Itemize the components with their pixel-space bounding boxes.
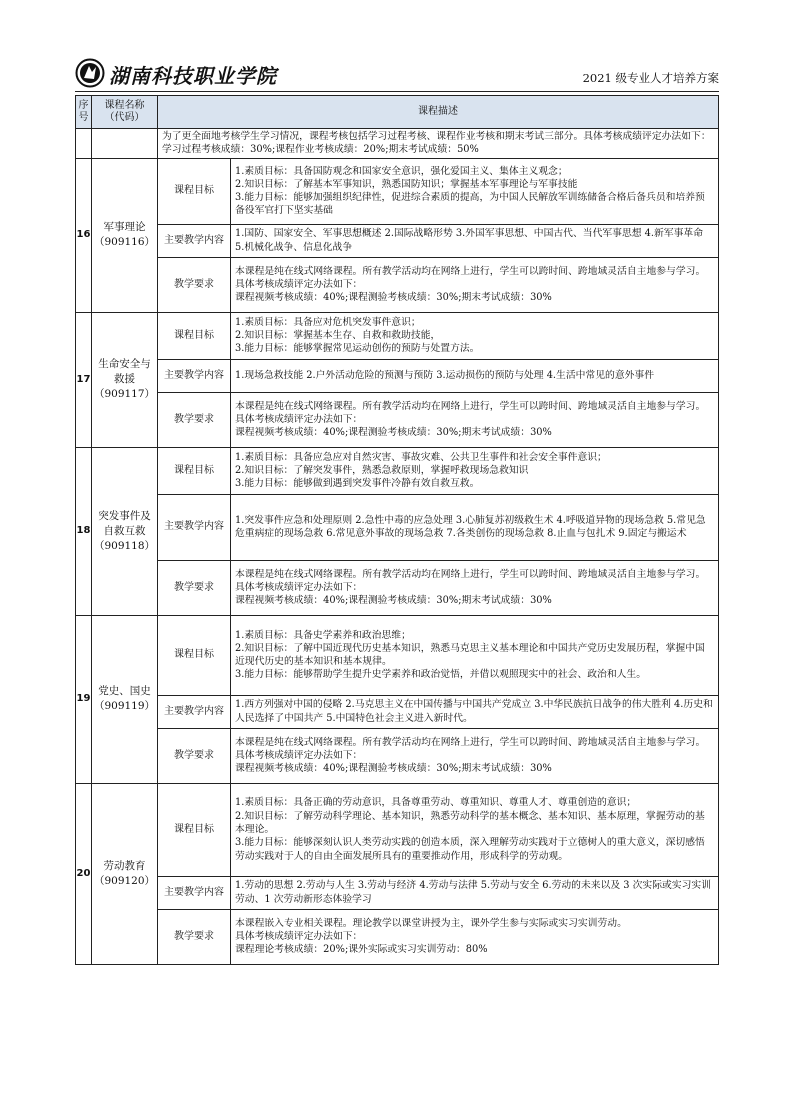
description-line: 本课程是纯在线式网络课程。所有教学活动均在网络上进行，学生可以跨时间、跨地域灵活自主地参与学习。 — [235, 736, 706, 748]
header-description: 课程描述 — [158, 96, 719, 129]
row-label: 主要教学内容 — [158, 359, 231, 392]
course-name-cell — [92, 312, 158, 447]
table-row — [76, 359, 719, 392]
course-name-cell — [92, 158, 158, 312]
description-line: 1.现场急救技能 2.户外活动危险的预测与预防 3.运动损伤的预防与处理 4.生活中常见的意外事件 — [235, 369, 655, 381]
table-row — [76, 312, 719, 359]
description-line: 1.素质目标：具备应对危机突发事件意识； — [235, 316, 421, 328]
description-line: 1.素质目标：具备应急应对自然灾害、事故灾难、公共卫生事件和社会安全事件意识； — [235, 451, 607, 463]
prev-desc-line: 为了更全面地考核学生学习情况，课程考核包括学习过程考核、课程作业考核和期末考试三部分。具体考核成绩评定办法如下： — [162, 131, 711, 142]
description-line: 2.知识目标：掌握基本生存、自救和救助技能， — [235, 329, 441, 341]
row-description — [231, 312, 719, 359]
course-name-cell — [92, 615, 158, 783]
description-line: 2.知识目标：了解劳动科学理论、基本知识，熟悉劳动科学的基本概念、基本知识、基本原理，掌握劳动的基本理论。 — [235, 810, 705, 835]
course-code: （909120） — [93, 874, 156, 887]
course-index: 19 — [76, 615, 92, 783]
row-description — [231, 392, 719, 447]
course-table — [75, 95, 719, 965]
description-line: 3.能力目标：能够深刻认识人类劳动实践的创造本质，深入理解劳动实践对于立德树人的重大意义，深切感悟劳动实践对于人的自由全面发展所具有的重要推动作用，形成科学的劳动观。 — [235, 837, 705, 862]
description-line: 3.能力目标：能够加强组织纪律性，促进综合素质的提高，为中国人民解放军训练储备合格后备兵员和培养预备役军官打下坚实基础 — [235, 192, 705, 217]
description-line: 1.素质目标：具备史学素养和政治思维； — [235, 629, 411, 641]
course-name: 党史、国史 — [98, 685, 151, 698]
course-code: （909119） — [93, 700, 156, 713]
row-label: 主要教学内容 — [158, 224, 231, 257]
description-line: 课程视频考核成绩：40%;课程测验考核成绩：30%;期末考试成绩：30% — [235, 595, 552, 607]
description-line: 本课程是纯在线式网络课程。所有教学活动均在网络上进行，学生可以跨时间、跨地域灵活自主地参与学习。 — [235, 265, 706, 277]
prev-description-cell — [158, 129, 719, 159]
description-line: 本课程是纯在线式网络课程。所有教学活动均在网络上进行，学生可以跨时间、跨地域灵活自主地参与学习。 — [235, 400, 706, 412]
table-row — [76, 876, 719, 909]
description-line: 具体考核成绩评定办法如下： — [235, 413, 363, 425]
table-row — [76, 695, 719, 728]
prev-index-cell — [76, 129, 92, 159]
header-course: 课程名称（代码） — [92, 96, 158, 129]
row-description — [231, 359, 719, 392]
row-description — [231, 560, 719, 615]
description-line: 本课程嵌入专业相关课程。理论教学以课堂讲授为主，课外学生参与实际或实习实训劳动。 — [235, 917, 627, 929]
table-row — [76, 909, 719, 964]
description-line: 本课程是纯在线式网络课程。所有教学活动均在网络上进行，学生可以跨时间、跨地域灵活自主地参与学习。 — [235, 568, 706, 580]
table-row — [76, 257, 719, 312]
course-code: （909118） — [93, 539, 156, 552]
description-line: 课程视频考核成绩：40%;课程测验考核成绩：30%;期末考试成绩：30% — [235, 292, 552, 304]
description-line: 1.劳动的思想 2.劳动与人生 3.劳动与经济 4.劳动与法律 5.劳动与安全 6.劳动的未来以及 3 次实际或实习实训劳动、1 次劳动新形态体验学习 — [235, 880, 711, 905]
row-description — [231, 494, 719, 560]
course-name-cell — [92, 783, 158, 964]
school-name: 湖南科技职业学院 — [109, 64, 277, 88]
row-description — [231, 257, 719, 312]
row-label: 课程目标 — [158, 783, 231, 876]
row-label: 教学要求 — [158, 728, 231, 783]
description-line: 3.能力目标：能够掌握常见运动创伤的预防与处置方法。 — [235, 343, 480, 355]
row-label: 教学要求 — [158, 392, 231, 447]
description-line: 2.知识目标：了解基本军事知识，熟悉国防知识；掌握基本军事理论与军事技能 — [235, 178, 578, 190]
table-row — [76, 129, 719, 159]
row-label: 教学要求 — [158, 909, 231, 964]
description-line: 2.知识目标：了解中国近现代历史基本知识，熟悉马克思主义基本理论和中国共产党历史发展历程，掌握中国近现代历史的基本知识和基本规律。 — [235, 642, 705, 668]
course-name: 突发事件及自救互救 — [98, 509, 151, 537]
row-description — [231, 909, 719, 964]
description-line: 具体考核成绩评定办法如下： — [235, 930, 363, 942]
description-line: 1.西方列强对中国的侵略 2.马克思主义在中国传播与中国共产党成立 3.中华民族抗日战争的伟大胜利 4.历史和人民选择了中国共产 5.中国特色社会主义进入新时代。 — [235, 699, 713, 724]
header-rule — [75, 91, 719, 92]
course-index: 20 — [76, 783, 92, 964]
description-line: 具体考核成绩评定办法如下： — [235, 278, 363, 290]
description-line: 1.素质目标：具备正确的劳动意识，具备尊重劳动、尊重知识、尊重人才、尊重创造的意识； — [235, 797, 637, 809]
course-name: 劳动教育 — [103, 859, 146, 872]
description-line: 具体考核成绩评定办法如下： — [235, 581, 363, 593]
course-code: （909116） — [93, 236, 156, 249]
description-line: 具体考核成绩评定办法如下： — [235, 749, 363, 761]
row-label: 课程目标 — [158, 615, 231, 695]
table-row — [76, 728, 719, 783]
row-label: 教学要求 — [158, 560, 231, 615]
description-line: 2.知识目标：了解突发事件，熟悉急救原则，掌握呼救现场急救知识 — [235, 464, 529, 476]
row-label: 课程目标 — [158, 158, 231, 224]
prev-name-cell — [92, 129, 158, 159]
table-row — [76, 615, 719, 695]
course-index: 18 — [76, 447, 92, 615]
row-label: 主要教学内容 — [158, 695, 231, 728]
description-line: 1.突发事件应急和处理原则 2.急性中毒的应急处理 3.心肺复苏初级救生术 4.呼吸道异物的现场急救 5.常见急危重病症的现场急救 6.常见意外事故的现场急救 7.各类创伤的现场急救 8.止血与包扎术 9.固定与搬运术 — [235, 514, 706, 540]
table-header-row — [76, 96, 719, 129]
table-row — [76, 158, 719, 224]
row-label: 主要教学内容 — [158, 876, 231, 909]
row-description — [231, 158, 719, 224]
page-header — [75, 58, 719, 90]
description-line: 3.能力目标：能够帮助学生提升史学素养和政治觉悟，并借以观照现实中的社会、政治和人生。 — [235, 669, 647, 681]
course-index: 17 — [76, 312, 92, 447]
course-name: 生命安全与救援 — [98, 358, 151, 386]
course-name: 军事理论 — [103, 221, 146, 234]
description-line: 课程理论考核成绩：20%;课外实际或实习实训劳动：80% — [235, 944, 488, 956]
course-code: （909117） — [93, 388, 156, 401]
description-line: 1.国防、国家安全、军事思想概述 2.国际战略形势 3.外国军事思想、中国古代、当代军事思想 4.新军事革命 5.机械化战争、信息化战争 — [235, 228, 703, 253]
row-label: 课程目标 — [158, 447, 231, 494]
row-description — [231, 783, 719, 876]
course-index: 16 — [76, 158, 92, 312]
course-name-cell — [92, 447, 158, 615]
row-description — [231, 224, 719, 257]
prev-desc-line: 学习过程考核成绩：30%;课程作业考核成绩：20%;期末考试成绩：50% — [162, 144, 479, 156]
plan-title: 2021 级专业人才培养方案 — [582, 71, 719, 85]
header-index: 序号 — [76, 96, 92, 129]
table-row — [76, 783, 719, 876]
row-label: 课程目标 — [158, 312, 231, 359]
description-line: 课程视频考核成绩：40%;课程测验考核成绩：30%;期末考试成绩：30% — [235, 763, 552, 775]
row-description — [231, 695, 719, 728]
table-row — [76, 560, 719, 615]
description-line: 课程视频考核成绩：40%;课程测验考核成绩：30%;期末考试成绩：30% — [235, 427, 552, 439]
description-line: 1.素质目标：具备国防观念和国家安全意识，强化爱国主义、集体主义观念； — [235, 165, 568, 177]
row-description — [231, 728, 719, 783]
row-label: 主要教学内容 — [158, 494, 231, 560]
description-line: 3.能力目标：能够做到遇到突发事件冷静有效自救互救。 — [235, 478, 480, 490]
school-logo-icon — [75, 58, 105, 88]
table-row — [76, 447, 719, 494]
table-row — [76, 224, 719, 257]
table-row — [76, 494, 719, 560]
row-description — [231, 447, 719, 494]
row-label: 教学要求 — [158, 257, 231, 312]
row-description — [231, 876, 719, 909]
table-row — [76, 392, 719, 447]
row-description — [231, 615, 719, 695]
